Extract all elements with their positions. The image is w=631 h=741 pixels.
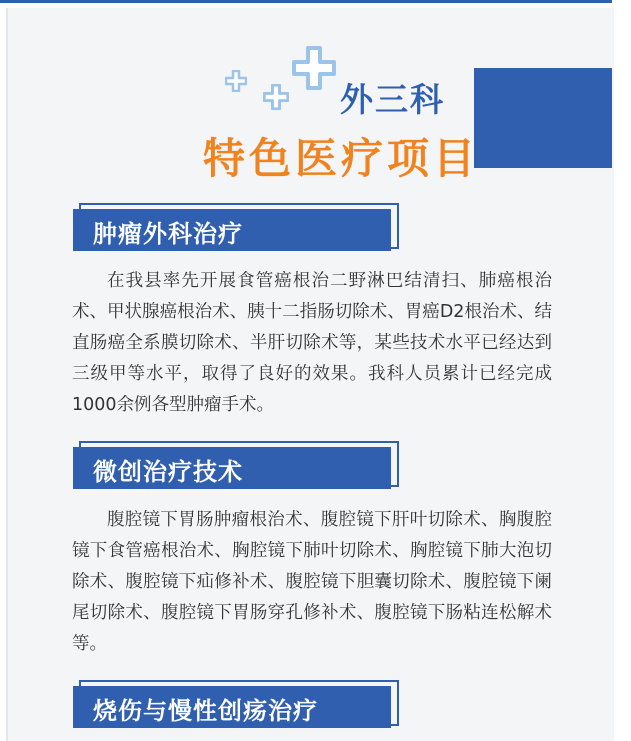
section-body: 在我县率先开展食管癌根治二野淋巴结清扫、肺癌根治术、甲状腺癌根治术、胰十二指肠切除术、胃癌D2根治术、结直肠癌全系膜切除术、半肝切除术等，某些技术水平已经达到三级甲等水平，取得了良好的效果。我科人员累计已经完成1000余例各型肿瘤手术。 — [72, 271, 552, 415]
section-heading-label: 烧伤与慢性创疡治疗 — [93, 697, 318, 725]
section-heading — [73, 203, 403, 257]
page-title: 特色医疗项目 — [203, 134, 480, 183]
top-rule — [0, 0, 612, 3]
section-heading — [73, 441, 403, 495]
medical-cross-icon — [292, 46, 336, 90]
medical-cross-icon — [263, 84, 289, 110]
section-body: 腹腔镜下胃肠肿瘤根治术、腹腔镜下肝叶切除术、胸腹腔镜下食管癌根治术、胸腔镜下肺叶切除术、胸腔镜下肺大泡切除术、腹腔镜下疝修补术、腹腔镜下胆囊切除术、腹腔镜下阑尾切除术、腹腔镜下胃肠穿孔修补术、腹腔镜下肠粘连松解术等。 — [72, 510, 552, 654]
section-heading — [73, 680, 403, 734]
medical-cross-icon — [225, 70, 247, 92]
decorative-blue-block — [474, 68, 612, 168]
department-title: 外三科 — [340, 80, 445, 119]
section-heading-label: 肿瘤外科治疗 — [93, 220, 243, 248]
section-heading-label: 微创治疗技术 — [93, 458, 243, 486]
